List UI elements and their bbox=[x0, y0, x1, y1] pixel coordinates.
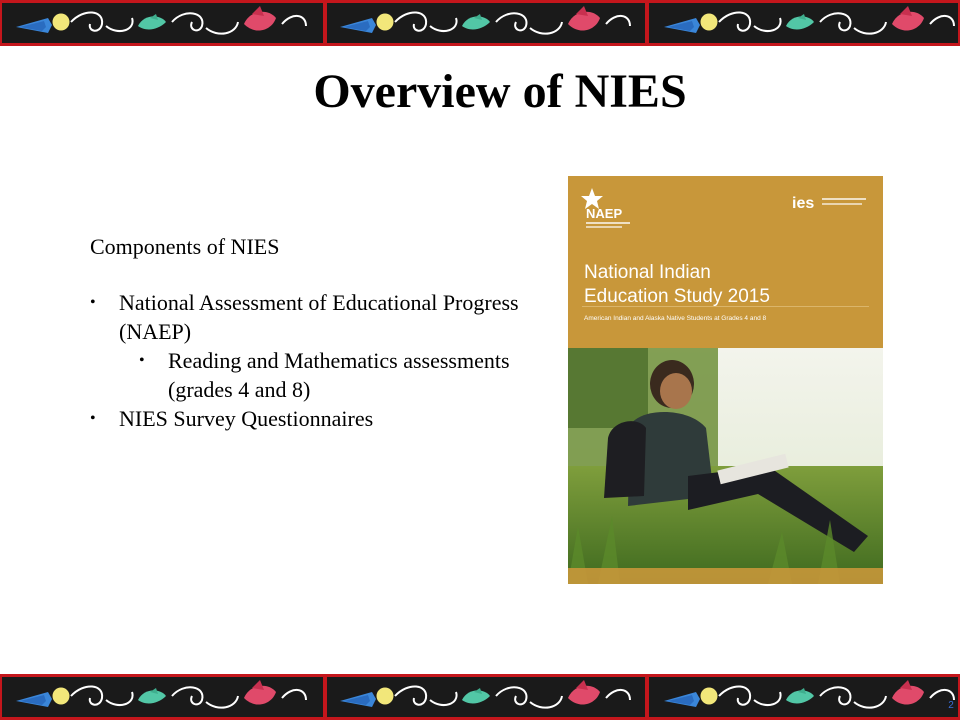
report-cover-image bbox=[568, 176, 883, 584]
sub-bullet-item: • Reading and Mathematics assessments (grades 4 and 8) bbox=[139, 346, 530, 404]
slide-number: 2 bbox=[948, 700, 954, 711]
content-heading: Components of NIES bbox=[90, 234, 280, 259]
cover-title-line1: National Indian bbox=[584, 262, 711, 283]
cover-subtitle: American Indian and Alaska Native Students at Grades 4 and 8 bbox=[584, 315, 767, 322]
slide-title: Overview of NIES bbox=[313, 65, 687, 118]
cover-title-line2: Education Study 2015 bbox=[584, 286, 770, 307]
top-decorative-banner bbox=[0, 0, 960, 46]
bottom-decorative-banner bbox=[0, 674, 960, 720]
content-body bbox=[90, 232, 530, 433]
bullet-item: • National Assessment of Educational Progress (NAEP) bbox=[90, 288, 530, 346]
cover-logo-ies: ies bbox=[792, 195, 815, 212]
cover-logo-naep: NAEP bbox=[586, 206, 623, 221]
bullet-item: • NIES Survey Questionnaires bbox=[90, 404, 530, 433]
